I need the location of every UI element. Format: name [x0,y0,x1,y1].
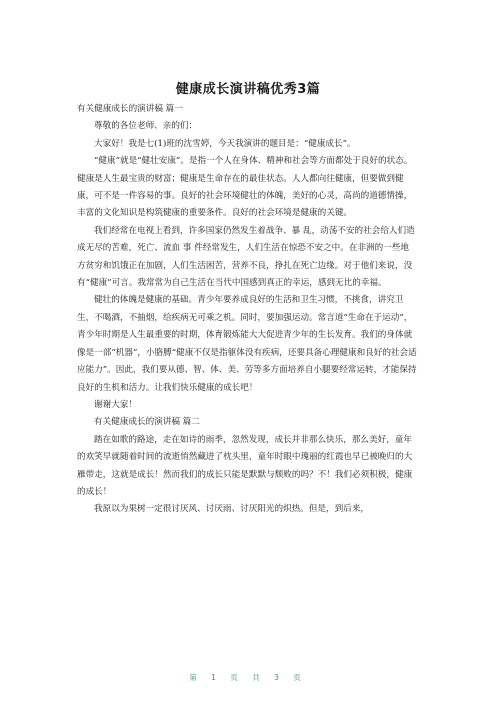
document-body [77,101,417,519]
section-heading-1: 有关健康成长的演讲稿 篇一 [77,104,183,114]
paragraph: 尊敬的各位老师、亲的们： [94,121,198,132]
document-title: 健康成长演讲稿优秀3篇 [175,82,321,97]
paragraph: 我原以为果树一定很讨厌风、讨厌雨、讨厌阳光的炽热。但是，到后来， [94,504,370,515]
section-heading-2: 有关健康成长的演讲稿 篇二 [94,417,200,428]
paragraph: 大家好！我是七(1)班的沈雪婷，今天我演讲的题目是：“健康成长”。 [94,138,356,149]
paragraph: 健壮的体魄是健康的基础。青少年要养成良好的生活和卫生习惯，不挑食，讲究卫生，不喝酒，不抽烟，给疾病无可乘之机。同时，要加强运动。常言道“生命在于运动”，青少年时期是人生最重要的时期，体育锻炼能大大促进青少年的生长发育。我们的身体就像是一部“机器”，小胳膊“健康不仅是指躯体没有疾病，还要具备心理健康和良好的社会适应能力”。因此，我们要从德、智、体、美、劳等多方面培养自小腿要经常运转，才能保持良好的生机和活力。让我们快乐健康的成长吧！ [77,295,417,393]
paragraph: “健康”就是“健壮安康”。是指一个人在身体、精神和社会等方面都处于良好的状态。健康是人生最宝贵的财富；健康是生命存在的最佳状态。人人都向往健康，但要做到健康，可不是一件容易的事。良好的社会环境健壮的体魄，美好的心灵，高尚的道德情操，丰富的文化知识是构筑健康的重要条件。良好的社会环境是健康的关键。 [77,156,413,219]
paragraph: 我们经常在电视上看到，许多国家仍然发生着战争、暴 乱，动荡不安的社会给人们造成无尽的苦难，死亡、流血 事 件经常发生，人们生活在惊恐不安之中。在非洲的一些地方贫穷和饥饿正在加剧，人们生活困苦，营养不良，挣扎在死亡边缘。对于他们来说，没有“健康”可言。我常常为自己生活在当代中国感到真正的幸运，感到无比的幸福。 [77,225,415,289]
page-footer: 第 1 页 共 3 页 [189,673,307,682]
paragraph: 谢谢大家！ [94,399,137,410]
paragraph: 踏在如歌的路途，走在如诗的雨季，忽然发现，成长并非那么快乐，那么美好，童年的欢笑早就随着时间的流逝悄然藏进了枕头里，童年时眼中瑰丽的红霞也早已被晚归的大雁带走，这就是成长！然而我们的成长只能是默默与颓败的吗？不！我们必须积极，健康的成长！ [77,434,413,497]
